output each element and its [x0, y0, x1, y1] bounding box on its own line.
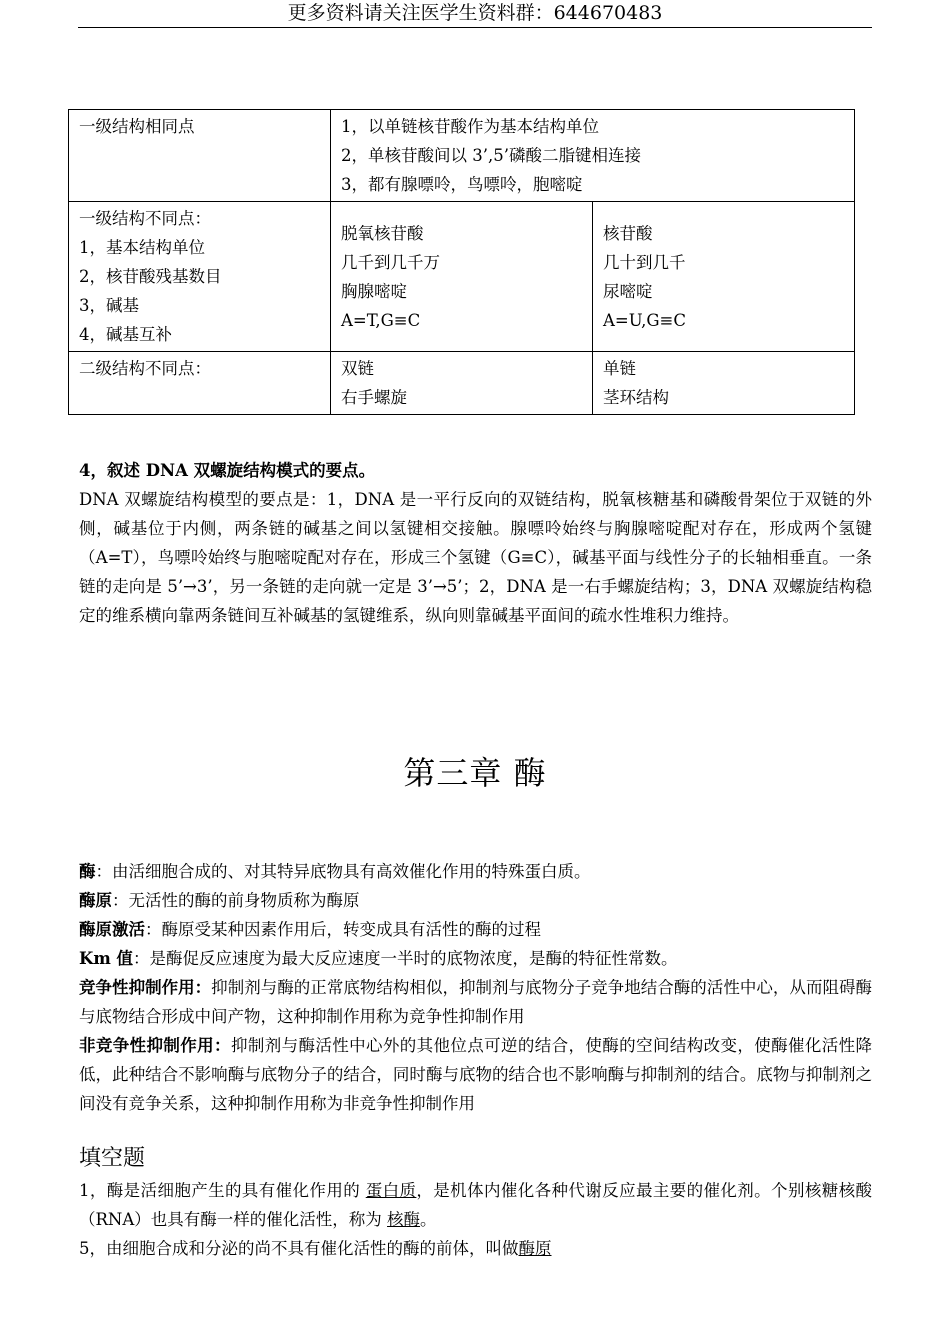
definition-term: 酶原: [79, 891, 112, 910]
definition-item: [79, 886, 872, 915]
table-row: [69, 202, 855, 352]
definitions-list: [79, 857, 872, 1118]
question-5: 5，由细胞合成和分泌的尚不具有催化活性的酶的前体，叫做酶原: [79, 1239, 552, 1258]
definition-item: [79, 973, 872, 1031]
question-4-section: [79, 456, 872, 630]
table-row: [69, 110, 855, 202]
definition-text: ：无活性的酶的前身物质称为酶原: [112, 891, 360, 910]
definition-term: 酶原激活: [79, 920, 145, 939]
fill-in-blanks-heading: 填空题: [79, 1146, 146, 1171]
definition-text: 抑制剂与酶活性中心外的其他位点可逆的结合，使酶的空间结构改变，使酶催化活性降低，此种结合不影响酶与底物分子的结合，同时酶与底物的结合也不影响酶与抑制剂的结合。底物与抑制剂之间没有竞争关系，这种抑制作用称为非竞争性抑制作用: [79, 1036, 873, 1113]
answer-underlined: 核酶: [387, 1210, 421, 1229]
definition-text: 抑制剂与酶的正常底物结构相似，抑制剂与底物分子竞争地结合酶的活性中心，从而阻碍酶与底物结合形成中间产物，这种抑制作用称为竞争性抑制作用: [79, 978, 873, 1026]
definition-item: [79, 857, 872, 886]
definition-term: Km 值: [79, 949, 134, 968]
table-cell-rna: 单链 茎环结构: [593, 352, 855, 415]
definition-term: 非竞争性抑制作用：: [79, 1036, 231, 1055]
chapter-title: 第三章 酶: [403, 754, 547, 792]
definition-item: [79, 944, 872, 973]
question-4-title: 4，叙述 DNA 双螺旋结构模式的要点。: [79, 461, 376, 480]
table-cell-dna: 双链 右手螺旋: [331, 352, 593, 415]
definition-text: ：由活细胞合成的、对其特异底物具有高效催化作用的特殊蛋白质。: [95, 862, 591, 881]
definition-item: [79, 1031, 872, 1118]
page-header: 更多资料请关注医学生资料群：644670483: [78, 0, 872, 28]
definition-item: [79, 915, 872, 944]
definition-term: 竞争性抑制作用：: [79, 978, 212, 997]
dna-rna-comparison-table: [68, 109, 855, 415]
fill-in-blanks-section: [79, 1142, 872, 1263]
table-cell-label: 一级结构相同点: [69, 110, 331, 202]
table-cell-shared: 1，以单链核苷酸作为基本结构单位 2，单核苷酸间以 3’,5’磷酸二脂键相连接 3，都有腺嘌呤，鸟嘌呤，胞嘧啶: [331, 110, 855, 202]
table-cell-label: 二级结构不同点：: [69, 352, 331, 415]
table-cell-label: 一级结构不同点： 1，基本结构单位 2，核苷酸残基数目 3，碱基 4，碱基互补: [69, 202, 331, 352]
definition-term: 酶: [79, 862, 96, 881]
question-4-answer: DNA 双螺旋结构模型的要点是：1，DNA 是一平行反向的双链结构，脱氧核糖基和磷酸骨架位于双链的外侧，碱基位于内侧，两条链的碱基之间以氢键相交接触。腺嘌呤始终与胸腺嘧啶配对存在，形成两个氢键（A=T），鸟嘌呤始终与胞嘧啶配对存在，形成三个氢键（G≡C），碱基平面与线性分子的长轴相垂直。一条链的走向是 5’→3’，另一条链的走向就一定是 3’→5’；2，DNA 是一右手螺旋结构；3，DNA 双螺旋结构稳定的维系横向靠两条链间互补碱基的氢键维系，纵向则靠碱基平面间的疏水性堆积力维持。: [79, 490, 872, 625]
question-1: 1，酶是活细胞产生的具有催化作用的 蛋白质，是机体内催化各种代谢反应最主要的催化剂。个别核糖核酸（RNA）也具有酶一样的催化活性，称为 核酶。: [79, 1181, 873, 1229]
table-row: [69, 352, 855, 415]
definition-text: ：酶原受某种因素作用后，转变成具有活性的酶的过程: [145, 920, 541, 939]
table-cell-rna: 核苷酸 几十到几千 尿嘧啶 A=U,G≡C: [593, 202, 855, 352]
table-cell-dna: 脱氧核苷酸 几千到几千万 胸腺嘧啶 A=T,G≡C: [331, 202, 593, 352]
answer-underlined: 酶原: [518, 1239, 552, 1258]
answer-underlined: 蛋白质: [365, 1181, 417, 1200]
definition-text: ：是酶促反应速度为最大反应速度一半时的底物浓度，是酶的特征性常数。: [133, 949, 678, 968]
